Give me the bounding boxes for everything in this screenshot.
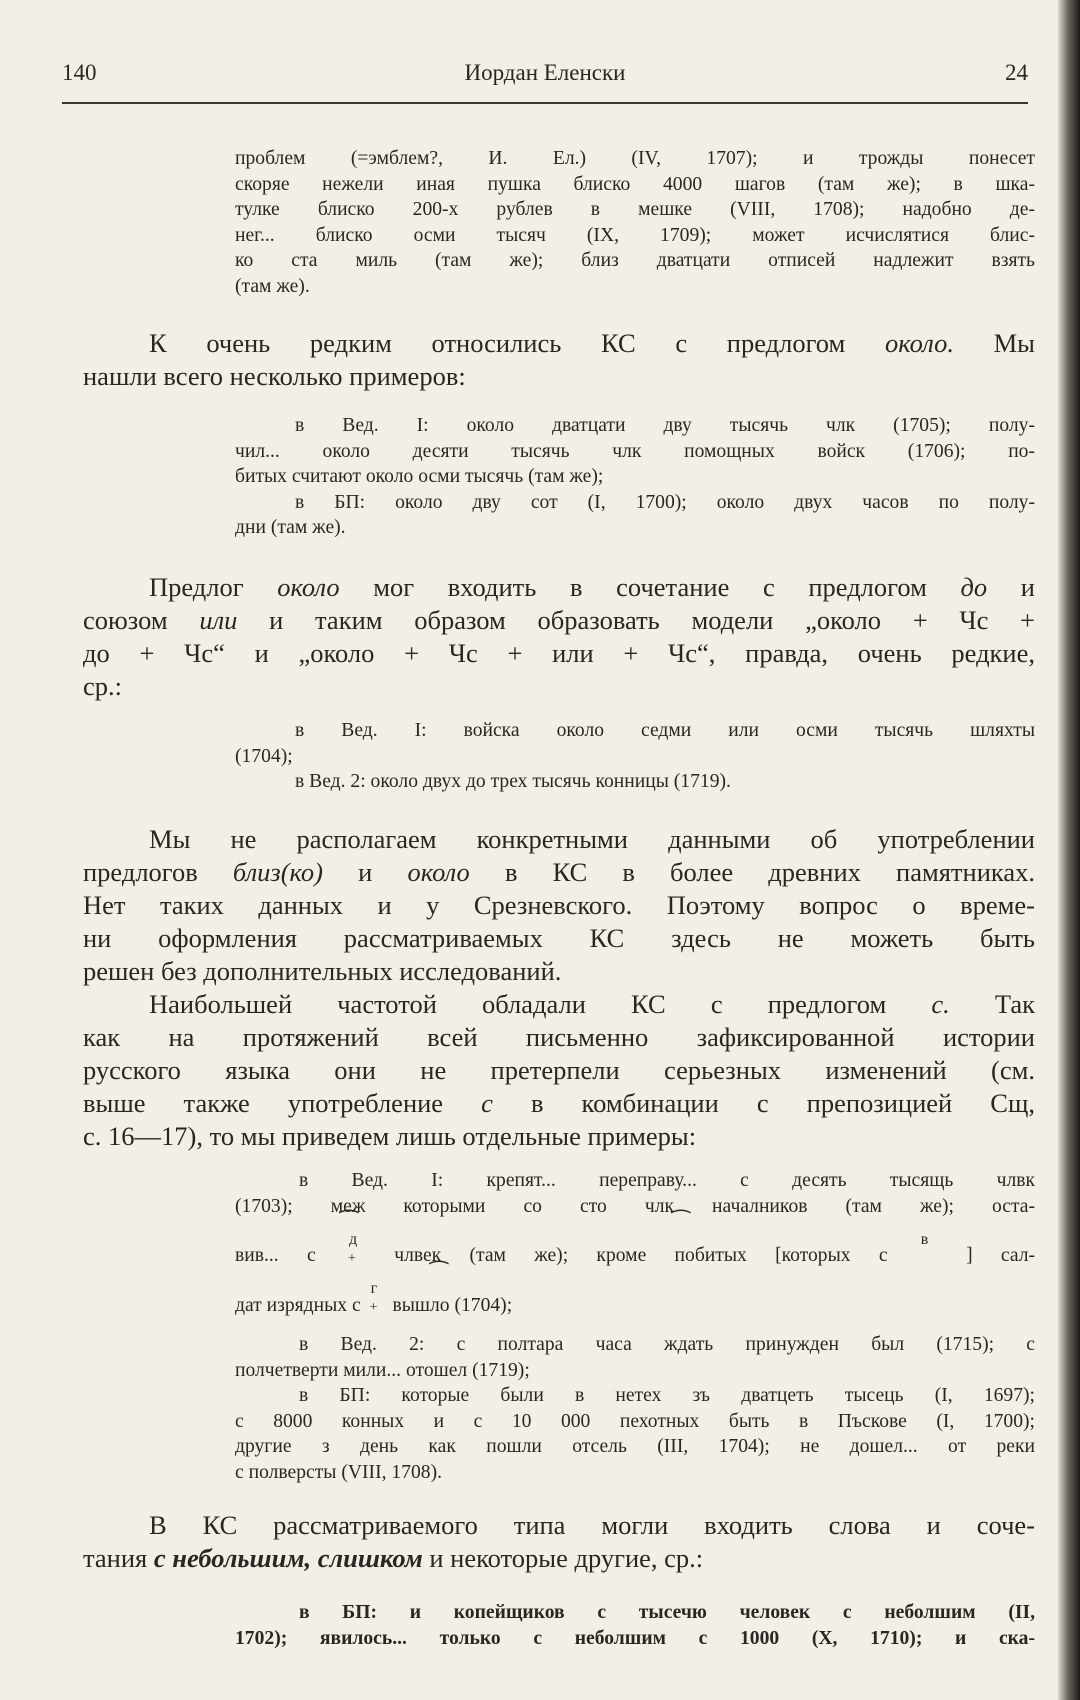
text-run: дат изрядных с — [235, 1294, 366, 1316]
quote-line: (1704); — [235, 745, 293, 767]
italic-term: около — [277, 572, 340, 602]
quote-line: в БП: которые были в нетех зъ дватцеть тысець (I, 1697); — [299, 1385, 1035, 1407]
quote-line: в БП: и копейщиков с тысечю человек с неболшим (II, — [299, 1602, 1035, 1623]
italic-term: около. — [884, 328, 954, 358]
quote-line: в Вед. 2: около двух до трех тысячь конницы (1719). — [295, 771, 731, 793]
paragraph-line — [83, 1087, 1035, 1120]
text-run: вышло (1704); — [387, 1294, 513, 1316]
quote-line: (там же). — [235, 275, 310, 297]
page-edge-shadow — [1058, 0, 1080, 1700]
quote-block-1 — [235, 146, 1035, 300]
text-run: предлогов — [83, 857, 233, 887]
text-run: и — [323, 857, 408, 887]
text-run: в КС в более древних памятниках. — [469, 857, 1035, 887]
text-run: мог входить в сочетание с предлогом — [339, 572, 961, 602]
quote-block-6 — [235, 1600, 1035, 1651]
paragraph-3 — [83, 823, 1035, 988]
quote-line: битых считают около осми тысячь (там же); — [235, 466, 604, 488]
quote-line: другие з день как пошли отсель (III, 1704); не дошел... от реки — [235, 1436, 1035, 1458]
paragraph-line — [83, 1542, 1035, 1575]
text-run: и таким образом образовать модели „около + Чс + — [237, 605, 1035, 635]
paragraph-line — [83, 604, 1035, 637]
paragraph-line: с. 16—17), то мы приведем лишь отдельные примеры: — [83, 1121, 697, 1151]
tilde-mark: ⁀ — [430, 1261, 448, 1286]
superscript-letter: в — [920, 1230, 929, 1248]
quote-block-2 — [235, 413, 1035, 541]
italic-term: до — [960, 572, 988, 602]
paragraph-line: Мы не располагаем конкретными данными об употреблении — [149, 824, 1035, 854]
superscript-abbrev — [916, 1230, 938, 1268]
quote-line: скоряе нежели иная пушка блиско 4000 шагов (там же); в шка- — [235, 173, 1035, 195]
paragraph-line: ни оформления рассматриваемых КС здесь не можеть быть — [83, 923, 1035, 953]
text-run: Предлог — [149, 572, 278, 602]
quote-line: с 8000 конных и с 10 000 пехотных быть в Пъскове (I, 1700); — [235, 1410, 1035, 1432]
superscript-letter: г — [370, 1280, 378, 1298]
paragraph-5 — [83, 1509, 1035, 1575]
cross-mark: + — [347, 1250, 356, 1266]
page-number: 140 — [62, 60, 97, 85]
quote-line — [235, 1280, 1035, 1319]
quote-block-4 — [235, 1168, 1035, 1318]
running-header — [62, 60, 1028, 94]
cross-mark: + — [369, 1300, 378, 1316]
paragraph-line: нашли всего несколько примеров: — [83, 361, 466, 391]
quote-line: проблем (=эмблем?, И. Ел.) (IV, 1707); и трожды понесет — [235, 148, 1035, 169]
text-run: тания — [83, 1543, 154, 1573]
text-run: вив... с — [235, 1245, 344, 1267]
quote-line: в Вед. 2: с полтара часа ждать принужден был (1715); с — [299, 1334, 1035, 1355]
quote-block-3 — [235, 718, 1035, 795]
paragraph-line: В КС рассматриваемого типа могли входить слова и соче- — [149, 1510, 1035, 1540]
section-number: 24 — [1005, 60, 1028, 85]
paragraph-line — [83, 988, 1035, 1021]
paragraph-line — [83, 571, 1035, 604]
superscript-letter: д — [348, 1230, 358, 1248]
text-run: и — [987, 572, 1035, 602]
italic-term: с. — [931, 989, 950, 1019]
paragraph-line: ср.: — [83, 671, 122, 701]
italic-term: близ(ко) — [232, 857, 324, 887]
running-head-author: Иордан Еленски — [464, 60, 626, 85]
quote-line: в Вед. I: около дватцати дву тысячь члк (1705); полу- — [295, 415, 1035, 436]
text-run: Наибольшей частотой обладали КС с предлогом — [149, 989, 932, 1019]
superscript-abbrev — [344, 1230, 366, 1268]
paragraph-4 — [83, 988, 1035, 1153]
quote-line: 1702); явилось... только с неболшим с 1000 (X, 1710); и ска- — [235, 1627, 1035, 1649]
paragraph-1 — [83, 327, 1035, 393]
quote-line: (1703); меж которыми со сто члк началников (там же); оста- — [235, 1195, 1035, 1217]
text-run: Мы — [953, 328, 1035, 358]
paragraph-line: Нет таких данных и у Срезневского. Поэтому вопрос о време- — [83, 890, 1035, 920]
tilde-mark: ⁀ — [340, 1210, 358, 1235]
text-run: союзом — [83, 605, 200, 635]
text-run: в комбинации с препозицией Сщ, — [492, 1088, 1035, 1118]
quote-line: дни (там же). — [235, 517, 346, 539]
quote-line: полчетверти мили... отошел (1719); — [235, 1359, 530, 1381]
quote-line: с полверсты (VIII, 1708). — [235, 1461, 443, 1483]
paragraph-line — [83, 327, 1035, 360]
tilde-mark: ⁀ — [672, 1210, 690, 1235]
text-run: члвек (там же); кроме побитых [которых с — [365, 1245, 916, 1267]
quote-line: тулке блиско 200-х рублев в мешке (VIII, 1708); надобно де- — [235, 199, 1035, 221]
italic-term: около — [407, 857, 470, 887]
paragraph-2 — [83, 571, 1035, 703]
italic-term: или — [199, 605, 238, 635]
italic-term: с небольшим, слишком — [153, 1543, 423, 1573]
paragraph-line: до + Чс“ и „около + Чс + или + Чс“, правда, очень редкие, — [83, 638, 1035, 668]
quote-line: чил... около десяти тысячь члк помощных войск (1706); по- — [235, 440, 1035, 462]
superscript-abbrev — [366, 1280, 388, 1317]
paragraph-line: решен без дополнительных исследований. — [83, 956, 562, 986]
italic-term: с — [481, 1088, 493, 1118]
quote-line: ко ста миль (там же); близ дватцати отписей надлежит взять — [235, 250, 1035, 272]
quote-line: в Вед. I: крепят... переправу... с десять тысящь члвк — [299, 1170, 1035, 1191]
quote-block-5 — [235, 1332, 1035, 1486]
paragraph-line — [83, 856, 1035, 889]
text-run: выше также употребление — [83, 1088, 482, 1118]
text-run: Так — [949, 989, 1035, 1019]
quote-line: нег... блиско осми тысяч (IX, 1709); может исчислятися блис- — [235, 224, 1035, 246]
quote-line: в БП: около дву сот (I, 1700); около двух часов по полу- — [295, 491, 1035, 513]
quote-line: в Вед. I: войска около седми или осми тысячь шляхты — [295, 720, 1035, 741]
text-run: и некоторые другие, ср.: — [422, 1543, 704, 1573]
paragraph-line: как на протяжений всей письменно зафиксированной истории — [83, 1022, 1035, 1052]
quote-line — [235, 1230, 1035, 1269]
text-run: ] сал- — [937, 1245, 1035, 1267]
paragraph-line: русского языка они не претерпели серьезных изменений (см. — [83, 1055, 1035, 1085]
text-run: К очень редким относились КС с предлогом — [149, 328, 885, 358]
header-rule — [62, 102, 1028, 104]
